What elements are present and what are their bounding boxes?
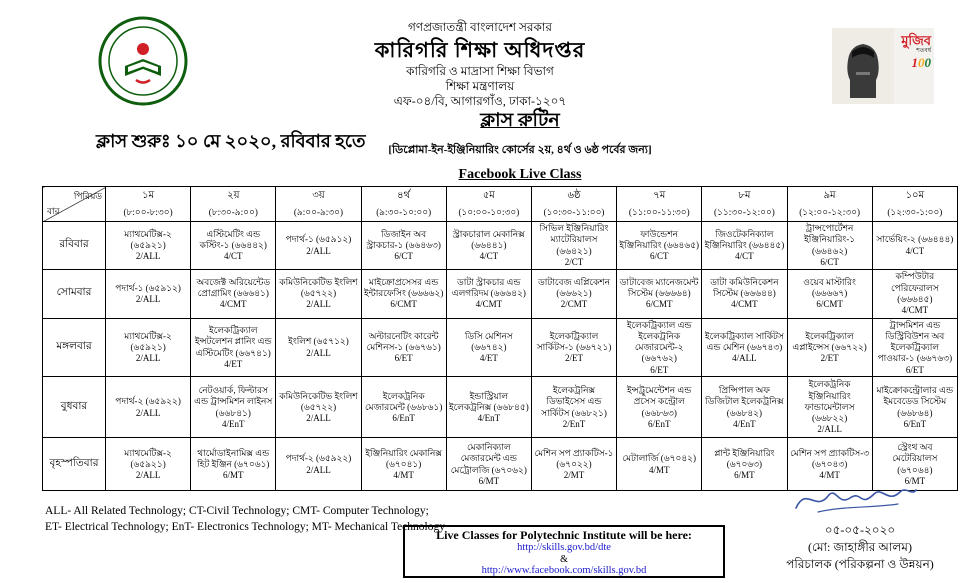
class-cell: অবজেক্ট অরিয়েন্টেড প্রোগ্রামিং (৬৬৬৪১) 4/CMT (191, 269, 276, 318)
class-cell: জিওটেকনিক্যাল ইঞ্জিনিয়ারিং (৬৬৪৪৫) 4/CT (702, 222, 787, 270)
day-row-2 (43, 269, 958, 318)
legend-line: ET- Electrical Technology; EnT- Electronics Technology; MT- Mechanical Technology (45, 520, 445, 533)
class-cell: অল্টারনেটিং কারেন্ট মেশিনস-১ (৬৬৭৬১) 6/ET (361, 318, 446, 377)
class-cell: প্রিন্সিপাল অফ ডিজিটাল ইলেকট্রনিক্স (৬৬৮৪২) 4/EnT (702, 377, 787, 438)
signature-date: ০৫-০৫-২০২০ (824, 523, 896, 537)
page-title: ক্লাস রুটিন (480, 110, 560, 131)
day-name: বৃহস্পতিবার (43, 438, 106, 491)
class-cell: স্ট্রেংথ অব মেটেরিয়ালস (৬৭০৬৪) 6/MT (872, 438, 957, 491)
signature-icon (788, 478, 923, 520)
class-cell: মাইক্রোকন্ট্রোলার এন্ড ইমবেডেড সিস্টেম (৬৬৮৬৪) 6/EnT (872, 377, 957, 438)
day-row-3 (43, 318, 958, 377)
class-cell: থার্মোডাইনামিক্স এন্ড হিট ইঞ্জিন (৬৭০৬১) 6/MT (191, 438, 276, 491)
class-cell: ফাউন্ডেশন ইঞ্জিনিয়ারিং (৬৬৪৬৫) 6/CT (617, 222, 702, 270)
class-cell: প্লান্ট ইঞ্জিনিয়ারিং (৬৭০৬৩) 6/MT (702, 438, 787, 491)
class-cell: মেটালার্জি (৬৭০৪২) 4/MT (617, 438, 702, 491)
class-cell: সার্ভেয়িং-২ (৬৬৪৪৪) 4/CT (872, 222, 957, 270)
link-box-title: Live Classes for Polytechnic Institute will be here: (436, 528, 692, 542)
class-cell: ইন্সট্রুমেন্টেশন এন্ড প্রসেস কন্ট্রোল (৬৬৮৬৩) 6/EnT (617, 377, 702, 438)
period-header-2: ২য় (৮:৩০-৯:০০) (191, 187, 276, 222)
class-cell: ডাটা কমিউনিকেশন সিস্টেম (৬৬৬৪৪) 4/CMT (702, 269, 787, 318)
period-header-row (43, 187, 958, 222)
day-name: বুধবার (43, 377, 106, 438)
period-header-5: ৫ম (১০:০০-১০:৩০) (446, 187, 531, 222)
class-cell: ইলেকট্রনিক মেজারমেন্ট (৬৬৮৬১) 6/EnT (361, 377, 446, 438)
facebook-live-class-title: Facebook Live Class (458, 167, 582, 182)
organization-name: কারিগরি শিক্ষা অধিদপ্তর (374, 38, 586, 62)
mujib-100-text (901, 34, 931, 69)
letterhead (0, 20, 960, 109)
class-cell: ডাটা স্ট্রাকচার এন্ড এলগরিদম (৬৬৬৪২) 4/CMT (446, 269, 531, 318)
day-name: সোমবার (43, 269, 106, 318)
class-cell: ওয়েব মাস্টারিং (৬৬৬৬৭) 6/CMT (787, 269, 872, 318)
period-header-10: ১০ম (১২:৩০-১:০০) (872, 187, 957, 222)
class-cell: ইলেকট্রিক্যাল সার্কিটস-১ (৬৬৭২১) 2/ET (531, 318, 616, 377)
live-class-link-box (403, 525, 725, 578)
address-line: এফ-০৪/বি, আগারগাঁও, ঢাকা-১২০৭ (393, 94, 567, 109)
class-cell: পদার্থ-১ (৬৫৯১২) 2/ALL (276, 222, 361, 270)
corner-cell (43, 187, 106, 222)
signature-block (760, 522, 960, 573)
class-cell: ম্যাথমেটিক্স-২ (৬৫৯২১) 2/ALL (106, 318, 191, 377)
class-cell: ট্রান্সপোর্টেশন ইঞ্জিনিয়ারিং-১ (৬৬৪৬২) 6/CT (787, 222, 872, 270)
division-line: কারিগরি ও মাদ্রাসা শিক্ষা বিভাগ (406, 64, 554, 79)
class-cell: ইংলিশ (৬৫৭১২) 2/ALL (276, 318, 361, 377)
class-cell: মেশিন সপ প্র্যাকটিস-১ (৬৭০২২) 2/MT (531, 438, 616, 491)
period-header-7: ৭ম (১১:০০-১১:৩০) (617, 187, 702, 222)
class-cell: কমিউনিকেটিভ ইংলিশ (৬৫৭২২) 2/ALL (276, 269, 361, 318)
period-header-3: ৩য় (৯:০০-৯:৩০) (276, 187, 361, 222)
class-cell: ইলেকট্রিক্যাল এপ্লাইন্সেস (৬৬৭২২) 2/ET (787, 318, 872, 377)
mujib-100-number: 100 (911, 55, 931, 70)
class-cell: স্ট্রাকচারাল মেকানিক্স (৬৬৪৪১) 4/CT (446, 222, 531, 270)
class-cell: ইলেকট্রনিক ইঞ্জিনিয়ারিং ফান্ডামেন্টালস (৬৬৮২২) 2/ALL (787, 377, 872, 438)
mujib-100-logo-icon (832, 28, 934, 104)
technology-legend (45, 504, 445, 535)
day-row-4 (43, 377, 958, 438)
class-cell: মেশিন সপ প্র্যাকটিস-৩ (৬৭০৪৩) 4/MT (787, 438, 872, 491)
class-cell: ইলেকট্রিক্যাল সার্কিটস এন্ড মেশিন (৬৬৭৪৩) 4/ALL (702, 318, 787, 377)
title-block (80, 106, 960, 183)
ministry-line: শিক্ষা মন্ত্রণালয় (445, 79, 515, 94)
class-cell: নেটওয়ার্ক, ফিল্টারস এন্ড ট্রান্সমিশন লাইনস (৬৬৮৪১) 4/EnT (191, 377, 276, 438)
ampersand: & (560, 553, 568, 565)
day-row-1 (43, 222, 958, 270)
corner-day-label: বার (47, 206, 60, 216)
class-cell: মাইক্রোপ্রসেসর এন্ড ইন্টারফেসিং (৬৬৬৬২) 6/CMT (361, 269, 446, 318)
class-cell: ডিজাইন অব স্ট্রাকচার-১ (৬৬৪৬৩) 6/CT (361, 222, 446, 270)
class-cell: ডিসি মেশিনস (৬৬৭৪২) 4/ET (446, 318, 531, 377)
day-name: রবিবার (43, 222, 106, 270)
class-cell: পদার্থ-২ (৬৫৯২২) 2/ALL (106, 377, 191, 438)
class-cell: এস্টিমেটিং এন্ড কস্টিং-১ (৬৬৪৪২) 4/CT (191, 222, 276, 270)
class-cell: ইঞ্জিনিয়ারিং মেকানিক্স (৬৭০৪১) 4/MT (361, 438, 446, 491)
day-name: মঙ্গলবার (43, 318, 106, 377)
skills-dte-link[interactable]: http://skills.gov.bd/dte (517, 542, 611, 554)
class-cell: পদার্থ-২ (৬৫৯২২) 2/ALL (276, 438, 361, 491)
class-cell: পদার্থ-১ (৬৫৯১২) 2/ALL (106, 269, 191, 318)
period-header-1: ১ম (৮:০০-৮:৩০) (106, 187, 191, 222)
class-cell: ট্রান্সমিশন এন্ড ডিস্ট্রিবিউশন অব ইলেকট্রিক্যাল পাওয়ার-১ (৬৬৭৬৩) 6/ET (872, 318, 957, 377)
class-cell: ইলেকট্রিক্যাল ইন্সটলেশন প্লানিং এন্ড এস্টিমেটিং (৬৬৭৪১) 4/ET (191, 318, 276, 377)
period-header-8: ৮ম (১১:৩০-১২:০০) (702, 187, 787, 222)
mujib-red-word: মুজিব (901, 33, 931, 48)
mujib-black-word: শতবর্ষ (916, 48, 931, 54)
routine-table (42, 186, 958, 491)
signatory-role: পরিচালক (পরিকল্পনা ও উন্নয়ন) (786, 557, 934, 572)
class-cell: ইলেকট্রনিক্স ডিভাইসেস এন্ড সার্কিটস (৬৬৮২১) 2/EnT (531, 377, 616, 438)
class-cell: ইন্ডাস্ট্রিয়াল ইলেকট্রনিক্স (৬৬৮৪৫) 4/EnT (446, 377, 531, 438)
corner-period-label: পিরিয়ড (73, 191, 102, 201)
government-line: গণপ্রজাতন্ত্রী বাংলাদেশ সরকার (407, 20, 553, 34)
class-cell: কমিউনিকেটিভ ইংলিশ (৬৫৭২২) 2/ALL (276, 377, 361, 438)
signatory-name: (মো: জাহাঙ্গীর আলম) (808, 540, 912, 555)
period-header-6: ৬ষ্ঠ (১০:৩০-১১:০০) (531, 187, 616, 222)
legend-line: ALL- All Related Technology; CT-Civil Technology; CMT- Computer Technology; (45, 505, 429, 517)
class-cell: ইলেকট্রিক্যাল এন্ড ইলেকট্রনিক মেজারমেন্ট-২ (৬৬৭৬২) 6/ET (617, 318, 702, 377)
class-cell: মেকানিক্যাল মেজারমেন্ট এন্ড মেট্রোলজি (৬৭০৬২) 6/MT (446, 438, 531, 491)
class-cell: সিভিল ইঞ্জিনিয়ারিং ম্যাটেরিয়ালস (৬৬৪২১) 2/CT (531, 222, 616, 270)
course-note: [ডিপ্লোমা-ইন-ইঞ্জিনিয়ারিং কোর্সের ২য়, ৪র্থ ও ৬ষ্ঠ পর্বের জন্য] (388, 144, 652, 156)
class-cell: কম্পিউটার পেরিফেরালস (৬৬৬৪৫) 4/CMT (872, 269, 957, 318)
class-cell: ম্যাথমেটিক্স-২ (৬৫৯২১) 2/ALL (106, 438, 191, 491)
class-cell: ম্যাথমেটিক্স-২ (৬৫৯২১) 2/ALL (106, 222, 191, 270)
class-cell: ডাটাবেজ ম্যানেজমেন্ট সিস্টেম (৬৬৬৬৪) 6/CMT (617, 269, 702, 318)
class-cell: ডাটাবেজ এপ্লিকেশন (৬৬৬২১) 2/CMT (531, 269, 616, 318)
facebook-skills-link[interactable]: http://www.facebook.com/skills.gov.bd (481, 564, 647, 576)
class-start-note: ক্লাস শুরুঃ ১০ মে ২০২০, রবিবার হতে (96, 131, 366, 151)
period-header-4: ৪র্থ (৯:৩০-১০:০০) (361, 187, 446, 222)
period-header-9: ৯ম (১২:০০-১২:৩০) (787, 187, 872, 222)
